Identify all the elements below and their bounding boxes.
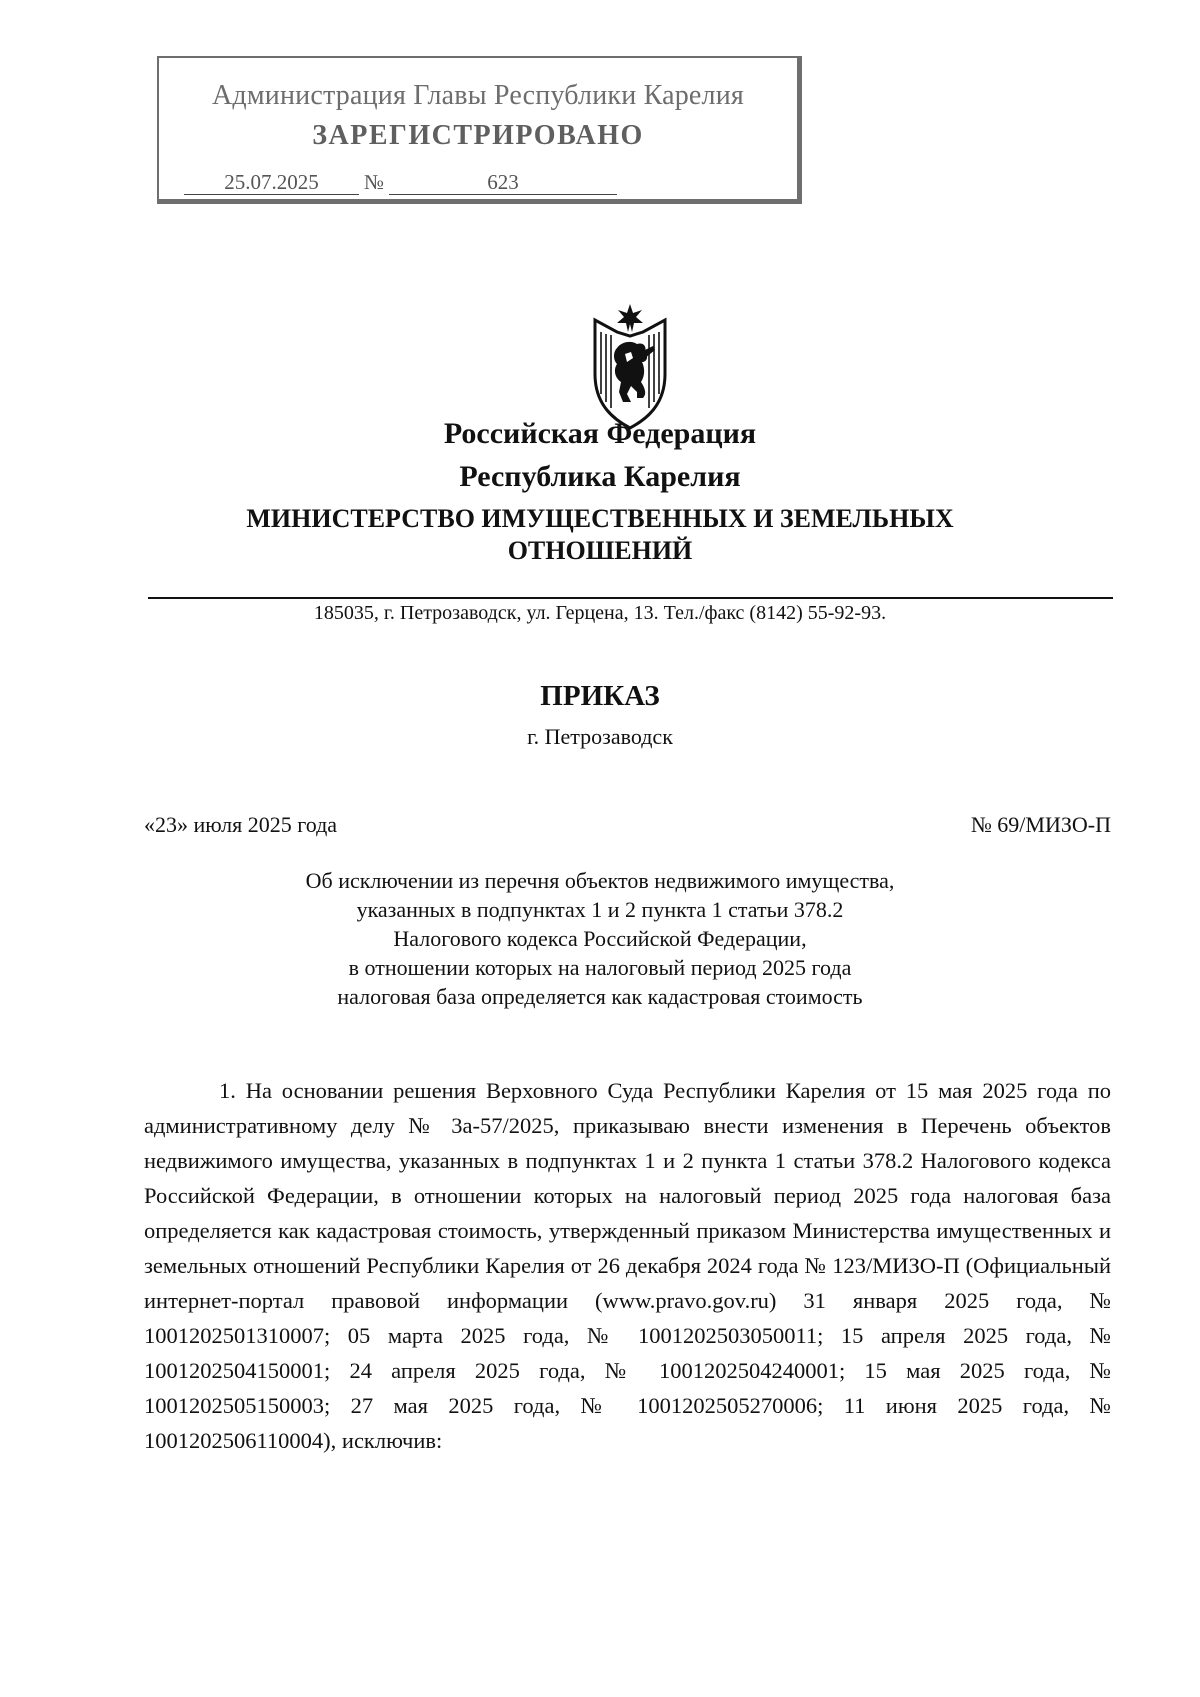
stamp-status: ЗАРЕГИСТРИРОВАНО <box>312 120 644 151</box>
ministry-heading: МИНИСТЕРСТВО ИМУЩЕСТВЕННЫХ И ЗЕМЕЛЬНЫХ ОТНОШЕНИЙ <box>246 504 954 565</box>
registration-stamp <box>157 56 802 204</box>
stamp-number: 623 <box>389 170 617 195</box>
subject-line: Налогового кодекса Российской Федерации, <box>393 926 807 951</box>
stamp-number-label: № <box>363 170 385 194</box>
header-divider <box>148 597 1113 599</box>
stamp-date: 25.07.2025 <box>184 170 359 195</box>
order-date: «23» июля 2025 года <box>144 812 338 837</box>
order-body <box>144 1073 1111 1458</box>
subject-line: в отношении которых на налоговый период 2025 года <box>348 955 852 980</box>
ministry-address: 185035, г. Петрозаводск, ул. Герцена, 13. Тел./факс (8142) 55-92-93. <box>313 602 887 624</box>
order-city: г. Петрозаводск <box>527 724 673 749</box>
subject-line: налоговая база определяется как кадастровая стоимость <box>337 984 863 1009</box>
order-number: № 69/МИЗО-П <box>970 812 1111 837</box>
republic-heading: Республика Карелия <box>459 460 741 493</box>
subject-line: указанных в подпунктах 1 и 2 пункта 1 статьи 378.2 <box>356 897 844 922</box>
karelia-coat-of-arms-icon <box>587 302 673 432</box>
country-heading: Российская Федерация <box>443 417 757 450</box>
order-title: ПРИКАЗ <box>540 680 660 712</box>
stamp-organization: Администрация Главы Республики Карелия <box>212 80 744 111</box>
subject-line: Об исключении из перечня объектов недвижимого имущества, <box>305 868 895 893</box>
order-subject <box>170 866 1030 1011</box>
body-paragraph: 1. На основании решения Верховного Суда Республики Карелия от 15 мая 2025 года по административному делу № 3а-57/2025, приказываю внести изменения в Перечень объектов недвижимого имущества, указанных в подпунктах 1 и 2 пункта 1 статьи 378.2 Налогового кодекса Российской Федерации, в отношении которых на налоговый период 2025 года налоговая база определяется как кадастровая стоимость, утвержденный приказом Министерства имущественных и земельных отношений Республики Карелия от 26 декабря 2024 года № 123/МИЗО-П (Официальный интернет-портал правовой информации (www.pravo.gov.ru) 31 января 2025 года, № 1001202501310007; 05 марта 2025 года, № 1001202503050011; 15 апреля 2025 года, № 1001202504150001; 24 апреля 2025 года, № 1001202504240001; 15 мая 2025 года, № 1001202505150003; 27 мая 2025 года, № 1001202505270006; 11 июня 2025 года, № 1001202506110004), исключив: <box>144 1078 1111 1453</box>
